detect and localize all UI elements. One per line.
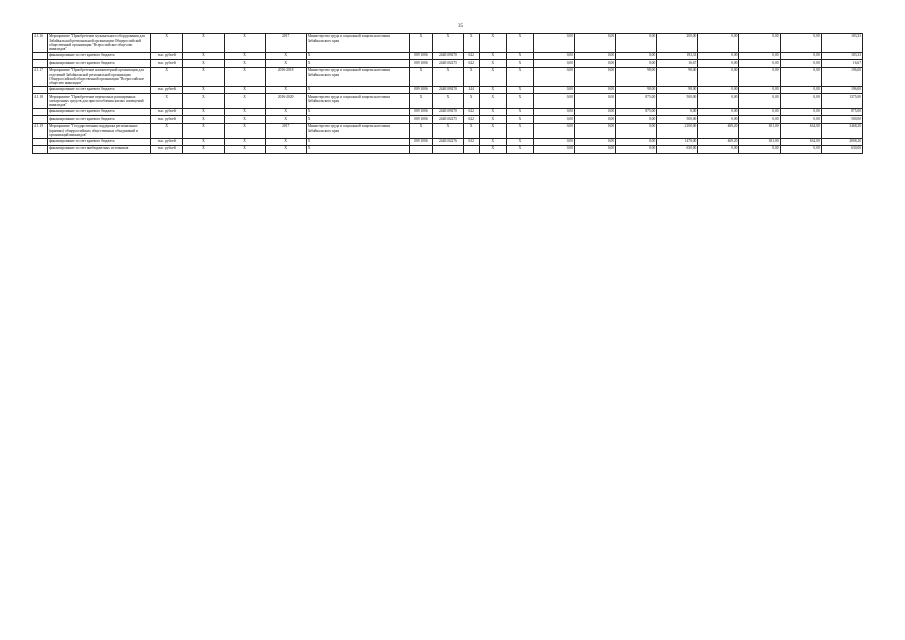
cell-years: 2016-2018 [265, 67, 306, 86]
cell-num: 4.1.19 [33, 124, 48, 138]
cell-k2: 2440102275 [433, 116, 463, 124]
cell-value: 630,00 [821, 146, 862, 154]
cell-value: 0,00 [533, 52, 574, 60]
cell-value: 0,00 [739, 67, 780, 86]
cell-value: 0,00 [533, 67, 574, 86]
cell-c2: Х [183, 108, 224, 116]
cell-k4: Х [479, 60, 506, 68]
cell-k5: Х [506, 34, 533, 53]
cell-value: 0,00 [616, 124, 657, 138]
cell-value: 0,00 [698, 94, 739, 108]
table-row-financing [33, 138, 863, 146]
cell-resp: Х [306, 52, 409, 60]
cell-value: 875,00 [616, 94, 657, 108]
cell-value: 0,00 [575, 146, 616, 154]
cell-value: 0,00 [533, 124, 574, 138]
cell-k2: Х [433, 67, 463, 86]
cell-k1: 009 1006 [409, 138, 433, 146]
cell-unit: тыс. рублей [150, 52, 182, 60]
cell-c2: Х [183, 52, 224, 60]
cell-value: 0,00 [533, 94, 574, 108]
cell-value: 500,00 [657, 116, 698, 124]
cell-value: 634,00 [780, 138, 821, 146]
cell-value: 0,00 [780, 86, 821, 94]
cell-value: 0,00 [575, 67, 616, 86]
cell-value: 0,00 [780, 60, 821, 68]
cell-k3 [463, 146, 479, 154]
cell-k3: 622 [463, 108, 479, 116]
cell-k3: 622 [463, 116, 479, 124]
cell-value: 634,00 [780, 124, 821, 138]
cell-value: 0,00 [616, 146, 657, 154]
cell-unit: тыс. рублей [150, 116, 182, 124]
cell-c2: Х [183, 116, 224, 124]
cell-unit: Х [150, 94, 182, 108]
cell-k2: 2440109270 [433, 86, 463, 94]
cell-k1: 009 1006 [409, 116, 433, 124]
cell-k5: Х [506, 86, 533, 94]
cell-name: финансирование за счет краевого бюджета [48, 60, 151, 68]
cell-value: 630,00 [657, 146, 698, 154]
cell-value: 0,00 [616, 60, 657, 68]
cell-value: 0,00 [533, 146, 574, 154]
cell-value: 0,00 [575, 60, 616, 68]
cell-value: 1375,00 [821, 94, 862, 108]
table-row-financing [33, 86, 863, 94]
cell-value: 0,00 [739, 116, 780, 124]
cell-name: финансирование за счет краевого бюджета [48, 108, 151, 116]
table-row-financing [33, 60, 863, 68]
cell-num [33, 52, 48, 60]
cell-value: 16,67 [821, 60, 862, 68]
cell-name: финансирование за счет внебюджетных источников [48, 146, 151, 154]
cell-value: 0,00 [616, 34, 657, 53]
cell-k4: Х [479, 124, 506, 138]
cell-value: 651,00 [739, 138, 780, 146]
cell-k5: Х [506, 94, 533, 108]
cell-unit: Х [150, 34, 182, 53]
cell-num: 4.1.18 [33, 94, 48, 108]
cell-value: 469,20 [698, 124, 739, 138]
cell-value: 0,00 [698, 86, 739, 94]
cell-k3: Х [463, 67, 479, 86]
cell-resp: Х [306, 60, 409, 68]
cell-resp: Х [306, 108, 409, 116]
cell-value: 0,00 [698, 34, 739, 53]
cell-unit: тыс. рублей [150, 86, 182, 94]
cell-k5: Х [506, 108, 533, 116]
cell-value: 0,00 [575, 94, 616, 108]
cell-k1: Х [409, 34, 433, 53]
cell-k3: Х [463, 94, 479, 108]
cell-k2: 2440102276 [433, 138, 463, 146]
cell-k4: Х [479, 108, 506, 116]
cell-value: 0,00 [575, 52, 616, 60]
cell-k4: Х [479, 138, 506, 146]
cell-value: 0,00 [739, 60, 780, 68]
cell-k2: 2440109270 [433, 52, 463, 60]
cell-unit: тыс. рублей [150, 146, 182, 154]
page-number: 35 [458, 24, 463, 29]
cell-c2: Х [183, 34, 224, 53]
cell-unit: тыс. рублей [150, 138, 182, 146]
cell-value: 0,00 [780, 116, 821, 124]
cell-c3: Х [224, 34, 265, 53]
cell-value: 0,00 [739, 108, 780, 116]
cell-k2: 2440109270 [433, 108, 463, 116]
cell-num: 4.1.16 [33, 34, 48, 53]
cell-years: Х [265, 116, 306, 124]
cell-value: 0,00 [575, 138, 616, 146]
cell-value: 500,00 [657, 94, 698, 108]
cell-value: 0,00 [533, 108, 574, 116]
cell-value: 196,00 [821, 86, 862, 94]
cell-c2: Х [183, 124, 224, 138]
cell-value: 0,00 [698, 60, 739, 68]
cell-value: 0,00 [575, 116, 616, 124]
cell-k4: Х [479, 67, 506, 86]
cell-value: 0,00 [698, 116, 739, 124]
cell-k1: Х [409, 124, 433, 138]
cell-num [33, 116, 48, 124]
cell-k3: 632 [463, 138, 479, 146]
program-table [32, 33, 863, 154]
cell-value: 200,00 [657, 34, 698, 53]
cell-value: 98,00 [616, 86, 657, 94]
cell-c3: Х [224, 86, 265, 94]
cell-years: Х [265, 138, 306, 146]
cell-resp: Х [306, 138, 409, 146]
cell-value: 183,33 [821, 52, 862, 60]
cell-resp: Министерство труда и социальной защиты населения Забайкальского края [306, 34, 409, 53]
cell-unit: Х [150, 124, 182, 138]
cell-value: 183,33 [657, 52, 698, 60]
table-body [33, 34, 863, 154]
cell-c2: Х [183, 86, 224, 94]
cell-c3: Х [224, 60, 265, 68]
cell-value: 0,00 [575, 34, 616, 53]
cell-num [33, 86, 48, 94]
cell-k1 [409, 146, 433, 154]
cell-years: Х [265, 52, 306, 60]
cell-value: 0,00 [739, 94, 780, 108]
cell-unit: Х [150, 67, 182, 86]
cell-k5: Х [506, 138, 533, 146]
cell-name: Мероприятие "Приобретение переносных расширенных электронных средств для приспособления жилых помещений инвалидов" [48, 94, 151, 108]
cell-c2: Х [183, 67, 224, 86]
cell-years: 2016-2020 [265, 94, 306, 108]
cell-years: Х [265, 86, 306, 94]
cell-value: 0,00 [780, 52, 821, 60]
cell-k3: 622 [463, 60, 479, 68]
table-row-financing [33, 52, 863, 60]
cell-c3: Х [224, 116, 265, 124]
cell-name: финансирование за счет краевого бюджета [48, 86, 151, 94]
cell-value: 0,00 [575, 124, 616, 138]
cell-c3: Х [224, 108, 265, 116]
cell-unit: тыс. рублей [150, 60, 182, 68]
cell-num [33, 108, 48, 116]
cell-c2: Х [183, 94, 224, 108]
cell-c3: Х [224, 124, 265, 138]
cell-name: Мероприятие "Приобретение компьютерной организации для отделений Забайкальской региональной организации Общероссийской общественной организации "Всероссийское общество инвалидов" [48, 67, 151, 86]
cell-value: 651,00 [739, 124, 780, 138]
cell-k4: Х [479, 34, 506, 53]
cell-k1: 009 1006 [409, 86, 433, 94]
cell-k4: Х [479, 146, 506, 154]
cell-k2 [433, 146, 463, 154]
cell-value: 0,00 [780, 94, 821, 108]
cell-unit: тыс. рублей [150, 108, 182, 116]
cell-value: 0,00 [739, 34, 780, 53]
cell-years: 2017 [265, 34, 306, 53]
cell-value: 0,00 [698, 67, 739, 86]
cell-value: 0,00 [533, 86, 574, 94]
cell-name: финансирование за счет краевого бюджета [48, 52, 151, 60]
cell-value: 183,33 [821, 34, 862, 53]
cell-k1: 009 1006 [409, 52, 433, 60]
cell-value: 0,00 [533, 34, 574, 53]
cell-k3: Х [463, 124, 479, 138]
cell-c2: Х [183, 60, 224, 68]
cell-c3: Х [224, 94, 265, 108]
cell-value: 3468,20 [821, 124, 862, 138]
cell-k2: Х [433, 94, 463, 108]
cell-c2: Х [183, 146, 224, 154]
cell-value: 0,00 [780, 146, 821, 154]
cell-value: 0,00 [739, 86, 780, 94]
cell-num: 4.1.17 [33, 67, 48, 86]
cell-k1: Х [409, 94, 433, 108]
cell-k5: Х [506, 67, 533, 86]
cell-value: 0,00 [780, 67, 821, 86]
cell-k5: Х [506, 146, 533, 154]
cell-value: 0,00 [616, 138, 657, 146]
cell-value: 0,00 [698, 146, 739, 154]
table-row-financing [33, 146, 863, 154]
cell-k1: 009 1006 [409, 108, 433, 116]
cell-k4: Х [479, 86, 506, 94]
cell-k2: 2440102275 [433, 60, 463, 68]
cell-k5: Х [506, 52, 533, 60]
cell-c3: Х [224, 146, 265, 154]
cell-value: 0,00 [739, 146, 780, 154]
cell-num [33, 138, 48, 146]
cell-years: Х [265, 60, 306, 68]
cell-k1: Х [409, 67, 433, 86]
cell-value: 98,00 [657, 86, 698, 94]
cell-resp: Х [306, 146, 409, 154]
cell-value: 0,00 [739, 52, 780, 60]
cell-value: 2100,00 [657, 124, 698, 138]
cell-name: финансирование за счет краевого бюджета [48, 138, 151, 146]
cell-value: 0,00 [575, 86, 616, 94]
cell-k4: Х [479, 116, 506, 124]
cell-value: 16,67 [657, 60, 698, 68]
cell-value: 0,00 [780, 34, 821, 53]
table-row-activity [33, 34, 863, 53]
cell-name: финансирование за счет краевого бюджета [48, 116, 151, 124]
cell-years: Х [265, 108, 306, 116]
cell-c3: Х [224, 52, 265, 60]
cell-value: 0,00 [616, 52, 657, 60]
cell-years: Х [265, 146, 306, 154]
cell-resp: Министерство труда и социальной защиты населения Забайкальского края [306, 67, 409, 86]
cell-years: 2017 [265, 124, 306, 138]
cell-k3: 622 [463, 52, 479, 60]
cell-k3: 244 [463, 86, 479, 94]
cell-value: 0,00 [780, 108, 821, 116]
table-row-activity [33, 67, 863, 86]
cell-value: 0,00 [533, 116, 574, 124]
cell-value: 875,00 [616, 108, 657, 116]
cell-value: 0,00 [616, 116, 657, 124]
cell-k1: 009 1006 [409, 60, 433, 68]
cell-k5: Х [506, 60, 533, 68]
cell-value: 196,00 [821, 67, 862, 86]
cell-value: 2808,20 [821, 138, 862, 146]
cell-resp: Министерство труда и социальной защиты населения Забайкальского края [306, 94, 409, 108]
table-row-financing [33, 116, 863, 124]
cell-value: 469,20 [698, 138, 739, 146]
cell-k2: Х [433, 124, 463, 138]
cell-name: Мероприятие "Приобретение музыкального оборудования для Забайкальской региональной организации Общероссийской общественной организации "Всероссийское общество инвалидов" [48, 34, 151, 53]
cell-value: 0,00 [533, 60, 574, 68]
table-row-activity [33, 94, 863, 108]
cell-value: 0,00 [698, 108, 739, 116]
cell-name: Мероприятие "Государственная поддержка региональных (краевых) общероссийских общественных объединений и организаций инвалидов" [48, 124, 151, 138]
cell-value: 0,00 [657, 108, 698, 116]
cell-k5: Х [506, 116, 533, 124]
cell-value: 875,00 [821, 108, 862, 116]
cell-value: 98,00 [616, 67, 657, 86]
cell-resp: Х [306, 86, 409, 94]
cell-k2: Х [433, 34, 463, 53]
cell-resp: Министерство труда и социальной защиты населения Забайкальского края [306, 124, 409, 138]
cell-value: 0,00 [575, 108, 616, 116]
cell-value: 500,00 [821, 116, 862, 124]
table-row-financing [33, 108, 863, 116]
cell-num [33, 60, 48, 68]
cell-k4: Х [479, 52, 506, 60]
cell-k4: Х [479, 94, 506, 108]
cell-num [33, 146, 48, 154]
cell-value: 0,00 [533, 138, 574, 146]
table-row-activity [33, 124, 863, 138]
cell-k3: Х [463, 34, 479, 53]
cell-resp: Х [306, 116, 409, 124]
cell-value: 0,00 [698, 52, 739, 60]
cell-c3: Х [224, 67, 265, 86]
cell-k5: Х [506, 124, 533, 138]
cell-value: 1470,00 [657, 138, 698, 146]
cell-c2: Х [183, 138, 224, 146]
cell-c3: Х [224, 138, 265, 146]
cell-value: 98,00 [657, 67, 698, 86]
